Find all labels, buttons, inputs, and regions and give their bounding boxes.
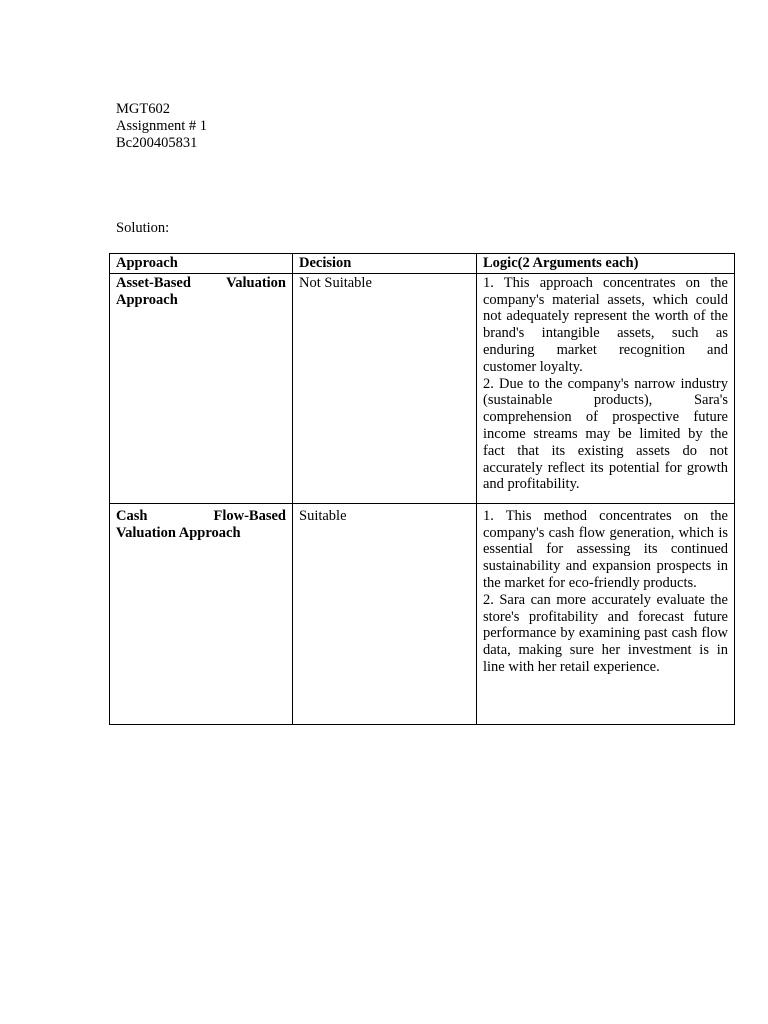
course-code: MGT602 — [116, 101, 170, 117]
argument-1: 1. This method concentrates on the company's cash flow generation, which is essential for assessing its continued sustainability and expansion prospects in the market for eco-friendly products. — [483, 507, 728, 591]
approach-cell: Asset-Based Valuation Approach — [110, 273, 293, 503]
approach-cell: Cash Flow-Based Valuation Approach — [110, 503, 293, 724]
decision-cell: Not Suitable — [293, 273, 477, 503]
valuation-table — [109, 253, 735, 725]
column-header-decision: Decision — [293, 254, 477, 274]
solution-label: Solution: — [116, 220, 170, 236]
argument-2: 2. Sara can more accurately evaluate the store's profitability and forecast future performance by examining past cash flow data, making sure her investment is in line with her retail experience. — [483, 591, 728, 675]
document-header — [116, 101, 207, 152]
assignment-number: Assignment # 1 — [116, 118, 208, 134]
logic-cell — [477, 273, 735, 503]
argument-2: 2. Due to the company's narrow industry (sustainable products), Sara's comprehension of prospective future income streams may be limited by the fact that its existing assets do not accurately reflect its potential for growth and profitability. — [483, 375, 728, 493]
argument-1: 1. This approach concentrates on the company's material assets, which could not adequately represent the worth of the brand's intangible assets, such as enduring market recognition and customer loyalty. — [483, 274, 728, 375]
column-header-approach: Approach — [110, 254, 293, 274]
table-row — [110, 273, 735, 503]
table-row — [110, 503, 735, 724]
logic-cell — [477, 503, 735, 724]
table-header-row — [110, 254, 735, 274]
column-header-logic: Logic(2 Arguments each) — [477, 254, 735, 274]
student-id: Bc200405831 — [116, 135, 198, 151]
decision-cell: Suitable — [293, 503, 477, 724]
